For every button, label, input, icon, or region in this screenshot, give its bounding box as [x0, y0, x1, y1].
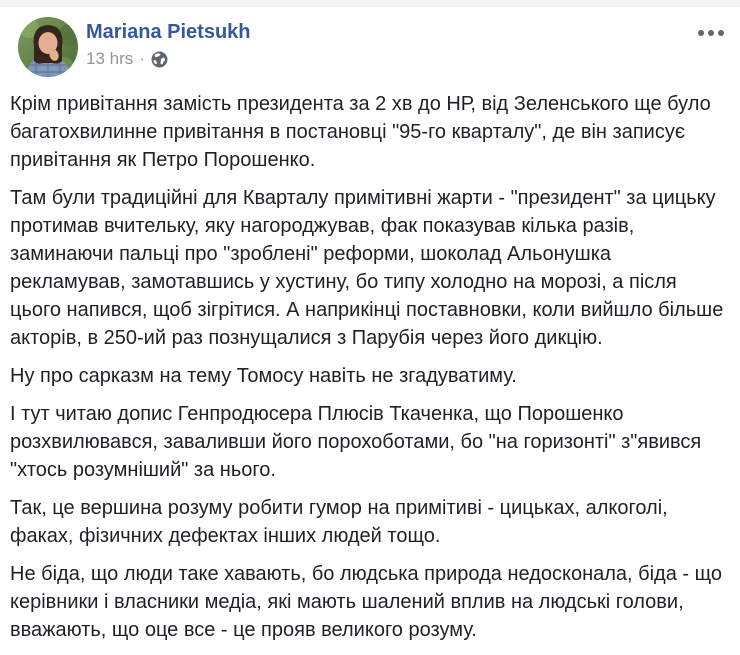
ellipsis-dot — [708, 30, 714, 36]
ellipsis-dot — [698, 30, 704, 36]
more-options-button[interactable] — [692, 22, 730, 44]
post-body — [0, 77, 740, 644]
avatar[interactable] — [18, 17, 78, 77]
post-header — [0, 7, 740, 77]
post-paragraph-2: Там були традиційні для Кварталу примітивні жарти - "президент" за цицьку протимав вчительку, яку нагороджував, фак показував кілька разів, заминаючи пальці про "зроблені" реформи, шоколад Альонушка рекламував, замотавшись у хустину, бо типу холодно на морозі, а після цього напився, щоб зігрітися. А наприкінці поставновки, коли вийшло більше акторів, в 250-ий раз познущалися з Парубія через його дикцію. — [10, 187, 724, 349]
post-header-info — [86, 17, 251, 69]
post-paragraph-3: Ну про сарказм на тему Томосу навіть не згадуватиму. — [10, 365, 517, 387]
post-timestamp[interactable]: 13 hrs — [86, 49, 134, 68]
post-paragraph-6: Не біда, що люди таке хавають, бо людська природа недосконала, біда - що керівники і власники медіа, які мають шалений вплив на людські голови, вважають, що оце все - це прояв великого розуму. — [10, 563, 722, 641]
top-divider — [0, 0, 740, 7]
post-meta — [86, 49, 251, 69]
post-paragraph-1: Крім привітання замість президента за 2 хв до НР, від Зеленського ще було багатохвилинне привітання в постановці "95-го кварталу", де він записує привітання як Петро Порошенко. — [10, 93, 711, 171]
post-paragraph-5: Так, це вершина розуму робити гумор на примітиві - цицьках, алкоголі, факах, фізичних дефектах інших людей тощо. — [10, 497, 668, 547]
profile-photo-graphic — [18, 17, 78, 77]
meta-separator: · — [139, 49, 145, 68]
globe-icon — [151, 51, 168, 68]
post-paragraph-4: І тут читаю допис Генпродюсера Плюсів Ткаченка, що Порошенко розхвилювався, заваливши його порохоботами, бо "на горизонті" з"явився "хтось розумніший" за нього. — [10, 403, 702, 481]
ellipsis-dot — [718, 30, 724, 36]
author-name-link[interactable]: Mariana Pietsukh — [86, 21, 251, 43]
